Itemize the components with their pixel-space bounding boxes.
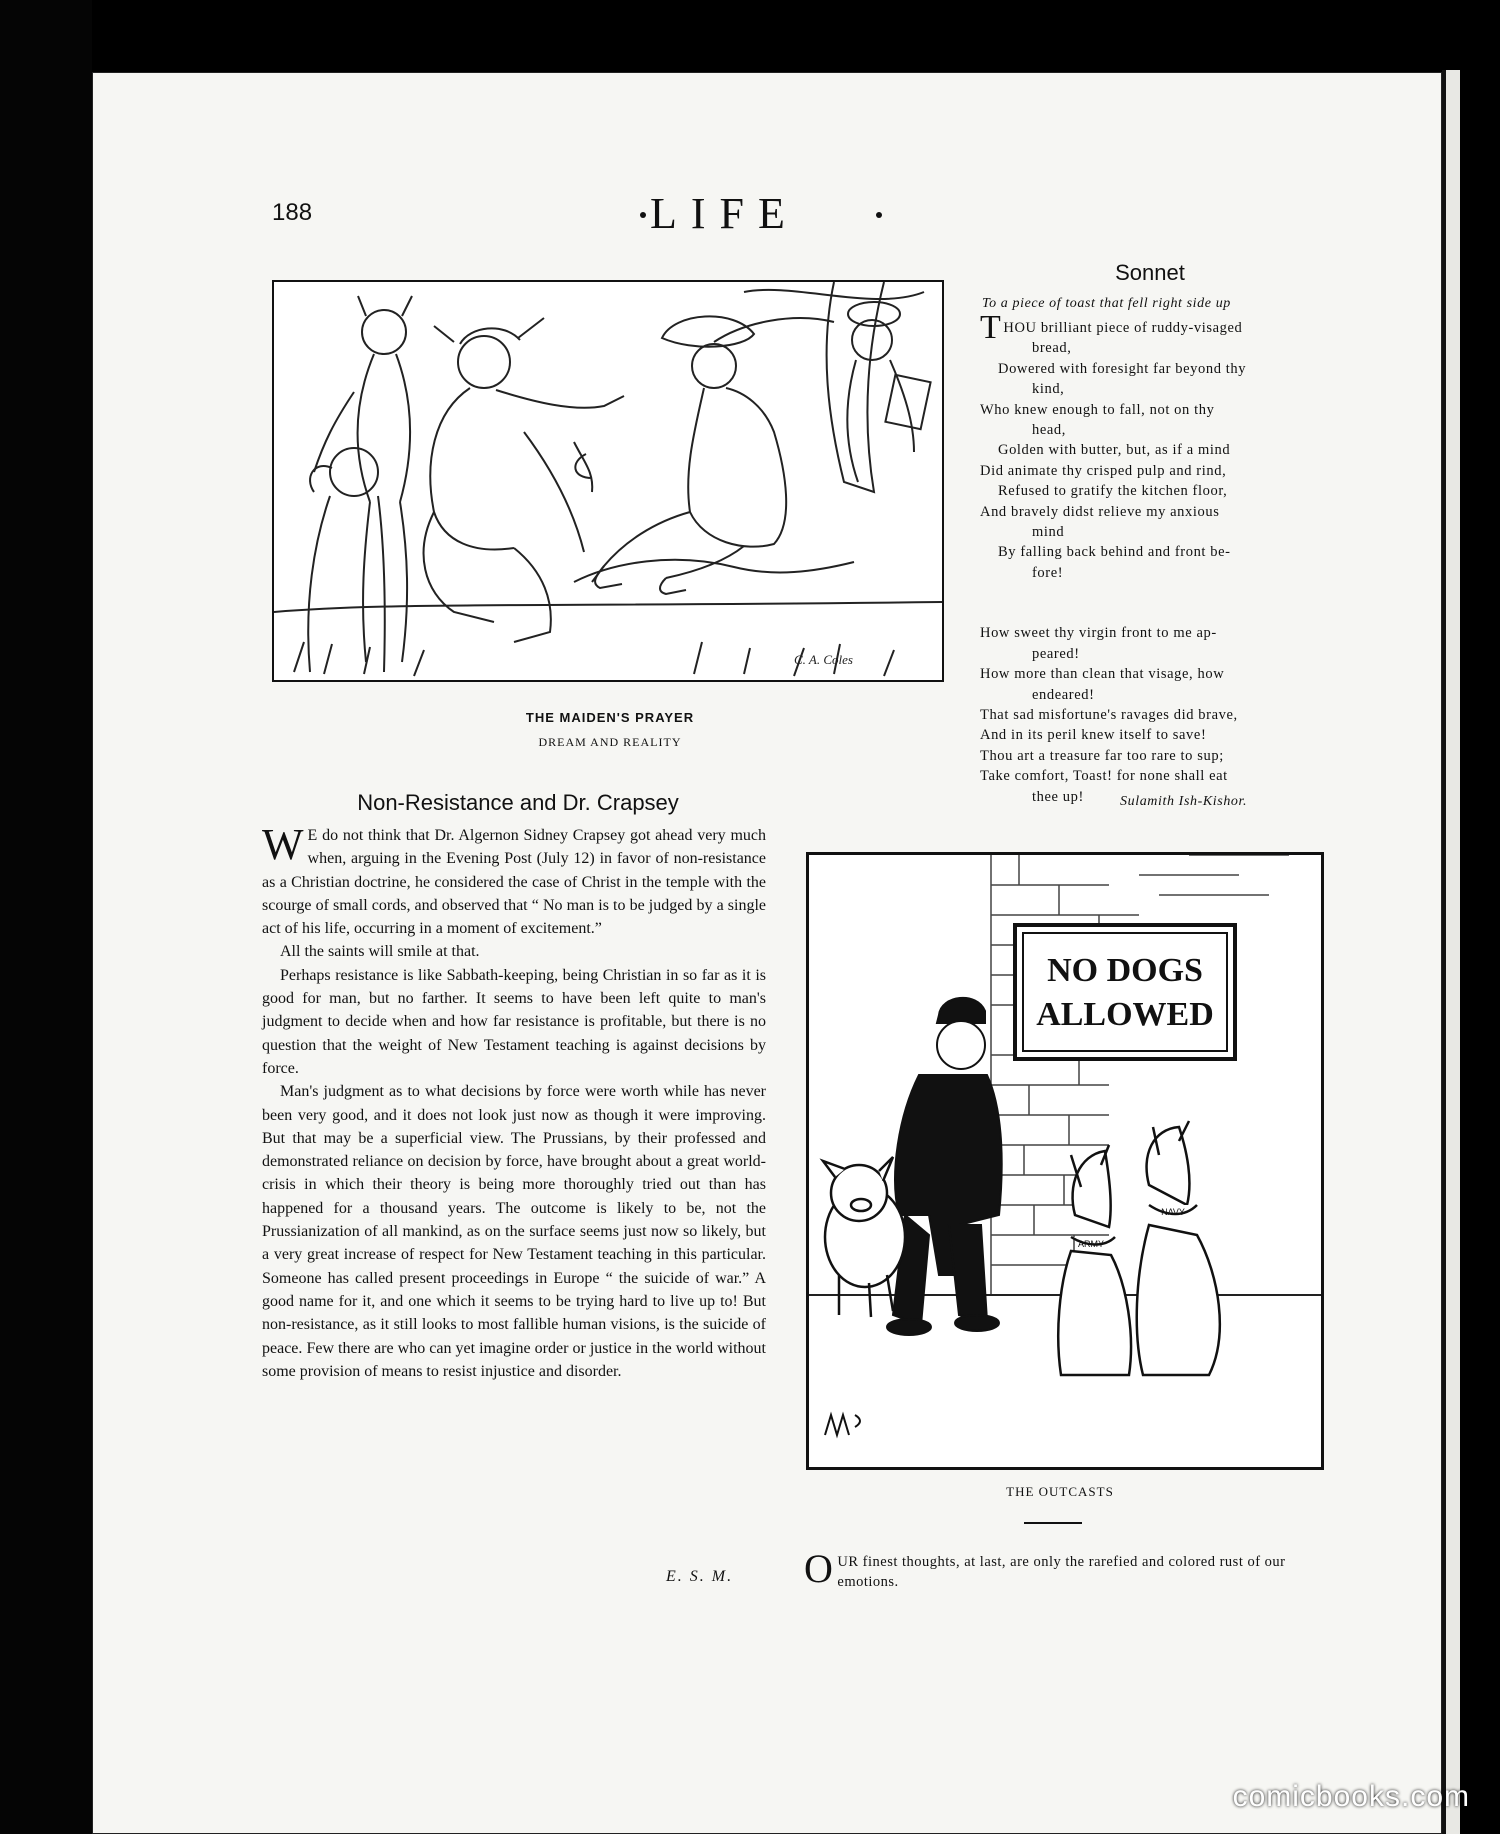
article-paragraph: Perhaps resistance is like Sabbath-keeping, being Christian in so far as it is good for man, but no farther. It seems to have been left quite to man's judgment to decide when and how far resistance is profitable, but there is no question that the weight of New Testament teaching is against decisions by force. <box>262 966 766 1077</box>
masthead: LIFE <box>650 189 799 238</box>
poem-line: mind <box>1032 524 1065 541</box>
watermark: comicbooks.com <box>1232 1780 1470 1813</box>
maidens-prayer-caption <box>470 710 750 750</box>
collar-army: ARMY <box>1077 1239 1105 1249</box>
poem-line: And in its peril knew itself to save! <box>980 727 1207 744</box>
article-paragraph <box>262 820 766 940</box>
poem-line: That sad misfortune's ravages did brave, <box>980 706 1238 723</box>
poem-line: How sweet thy virgin front to me ap- <box>980 625 1217 642</box>
page-spine <box>1442 70 1460 1834</box>
poem-line: endeared! <box>1032 686 1095 703</box>
outcasts-caption: THE OUTCASTS <box>1006 1484 1114 1499</box>
aphorism-text: UR finest thoughts, at last, are only the rarefied and colored rust of our emotions. <box>837 1554 1286 1590</box>
maidens-prayer-drawing <box>274 282 942 680</box>
sign-line-1: NO DOGS <box>1047 952 1203 989</box>
poem-line: Refused to gratify the kitchen floor, <box>998 483 1228 500</box>
poem-line: head, <box>1032 422 1066 439</box>
poem-line: Who knew enough to fall, not on thy <box>980 401 1215 418</box>
poem-line: peared! <box>1032 645 1080 662</box>
poem-line: By falling back behind and front be- <box>998 544 1231 561</box>
poem-line: Thou art a treasure far too rare to sup; <box>980 747 1224 764</box>
article-signature: E. S. M. <box>666 1568 734 1585</box>
maidens-prayer-illustration <box>272 280 944 682</box>
article-dropcap: W <box>262 820 304 869</box>
scan-border-left <box>0 0 92 1834</box>
sonnet-author: Sulamith Ish-Kishor. <box>1120 794 1248 809</box>
poem-line: bread, <box>1032 340 1072 357</box>
collar-navy: NAVY <box>1161 1207 1185 1217</box>
page-number: 188 <box>272 199 313 226</box>
artist-monogram <box>825 1415 860 1435</box>
poem-line: Did animate thy crisped pulp and rind, <box>980 462 1227 479</box>
caption-subtitle: DREAM AND REALITY <box>538 735 682 749</box>
section-rule <box>1024 1522 1082 1524</box>
masthead-dot-right <box>876 212 882 218</box>
poem-line: THOU brilliant piece of ruddy-visaged <box>980 309 1243 346</box>
sonnet-poem <box>980 309 1312 807</box>
aphorism-dropcap: O <box>804 1546 834 1591</box>
sonnet-title: Sonnet <box>1115 260 1185 285</box>
article-paragraph: Man's judgment as to what decisions by force were worth while has never been very good, and it does not look just now as though it were improving. But that may be a superficial view. The Prussians, by their professed and demonstrated reliance on decision by force, have brought about a great world-crisis in which their theory is being more thoroughly tried out than has happened for a thousand years. The outcome is likely to be, not the Prussianization of all mankind, as on the surface seems just now so likely, but a very great increase of respect for New Testament teaching in this particular. Someone has called present proceedings in Europe “ the suicide of war.” A good name for it, and one which it seems to be trying hard to live up to! But non-resistance, as it still looks to most fallible human visions, is the suicide of peace. Few there are who can yet imagine order or justice in the world without some provision of means to resist injustice and disorder. <box>262 1083 766 1380</box>
poem-line: fore! <box>1032 564 1064 581</box>
poem-line: Take comfort, Toast! for none shall eat <box>980 768 1228 785</box>
sonnet-subtitle: To a piece of toast that fell right side up <box>982 296 1231 311</box>
poem-line: kind, <box>1032 381 1065 398</box>
caption-title: THE MAIDEN'S PRAYER <box>525 710 695 725</box>
artist-signature: C. A. Coles <box>794 652 853 667</box>
sign-line-2: ALLOWED <box>1036 996 1214 1033</box>
aphorism <box>804 1546 1312 1592</box>
poem-line: How more than clean that visage, how <box>980 666 1225 683</box>
article-title: Non-Resistance and Dr. Crapsey <box>357 790 679 815</box>
article-body <box>262 820 766 1383</box>
masthead-dot-left <box>640 212 646 218</box>
stanza-gap <box>980 583 1312 623</box>
poem-line: Dowered with foresight far beyond thy <box>998 360 1247 377</box>
poem-line: And bravely didst relieve my anxious <box>980 503 1220 520</box>
poem-line: Golden with butter, but, as if a mind <box>998 442 1231 459</box>
article-paragraph-1-text: E do not think that Dr. Algernon Sidney Crapsey got ahead very much when, arguing in the Evening Post (July 12) in favor of non-resistance as a Christian doctrine, he considered the case of Christ in the temple with the scourge of small cords, and observed that “ No man is to be judged by a single act of his life, occurring in a moment of excitement.” <box>262 827 766 938</box>
poem-dropcap: T <box>980 309 1002 346</box>
poem-line: thee up! <box>1032 788 1084 805</box>
outcasts-illustration <box>806 852 1324 1470</box>
outcasts-drawing <box>809 855 1321 1467</box>
article-paragraph: All the saints will smile at that. <box>280 943 480 961</box>
